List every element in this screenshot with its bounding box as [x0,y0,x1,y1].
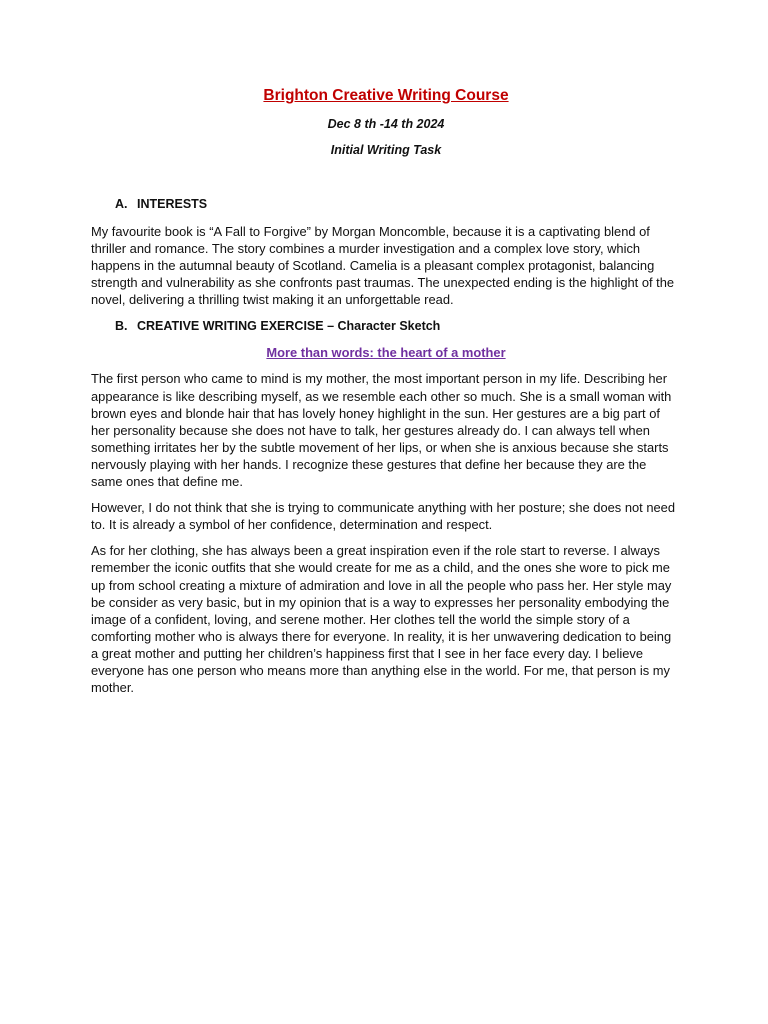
document-page [91,86,681,696]
section-b-title: CREATIVE WRITING EXERCISE – Character Sketch [137,319,441,334]
section-b-heading [91,318,681,334]
document-title: Brighton Creative Writing Course [263,87,509,104]
sketch-paragraph-1: The first person who came to mind is my mother, the most important person in my life. Describing her appearance is like describing myself, as we resemble each other so much. She is a small woman with brown eyes and blonde hair that has lovely honey highlight in the sun. Her gestures are a big part of her personality because she does not have to talk, her gestures already do. I can always tell when something irritates her by the subtle movement of her lips, or when she is anxious because she starts nervously playing with her hands. I recognize these gestures that define her because they are the same ones that define me. [91,371,672,490]
sketch-paragraph-3: As for her clothing, she has always been a great inspiration even if the role start to reverse. I always remember the iconic outfits that she would create for me as a child, and the ones she wore to pick me up from school creating a mixture of admiration and love in all the people who pass her. Her style may be consider as very basic, but in my opinion that is a way to expresses her personality embodying the image of a confident, loving, and serene mother. Her clothes tell the world the simple story of a comforting mother who is always there for everyone. In reality, it is her unwavering dedication to being a great mother and putting her children’s happiness first that I see in her face every day. I believe everyone has one person who means more than anything else in the world. For me, that person is my mother. [91,543,672,696]
sketch-paragraph-2: However, I do not think that she is trying to communicate anything with her posture; she does not need to. It is already a symbol of her confidence, determination and respect. [91,500,675,533]
section-b-letter: B. [115,319,128,334]
course-dates: Dec 8 th -14 th 2024 [327,117,445,131]
character-sketch-title: More than words: the heart of a mother [266,345,506,361]
task-label: Initial Writing Task [330,143,442,157]
section-a-title: INTERESTS [137,197,208,211]
interests-paragraph: My favourite book is “A Fall to Forgive” by Morgan Moncomble, because it is a captivating blend of thriller and romance. The story combines a murder investigation and a complex love story, which happens in the autumnal beauty of Scotland. Camelia is a pleasant complex protagonist, balancing strength and vulnerability as she confronts past traumas. The unexpected ending is the highlight of the novel, delivering a thrilling twist making it an unforgettable read. [91,224,675,308]
section-a-heading [91,196,681,212]
section-a-letter: A. [115,197,128,211]
